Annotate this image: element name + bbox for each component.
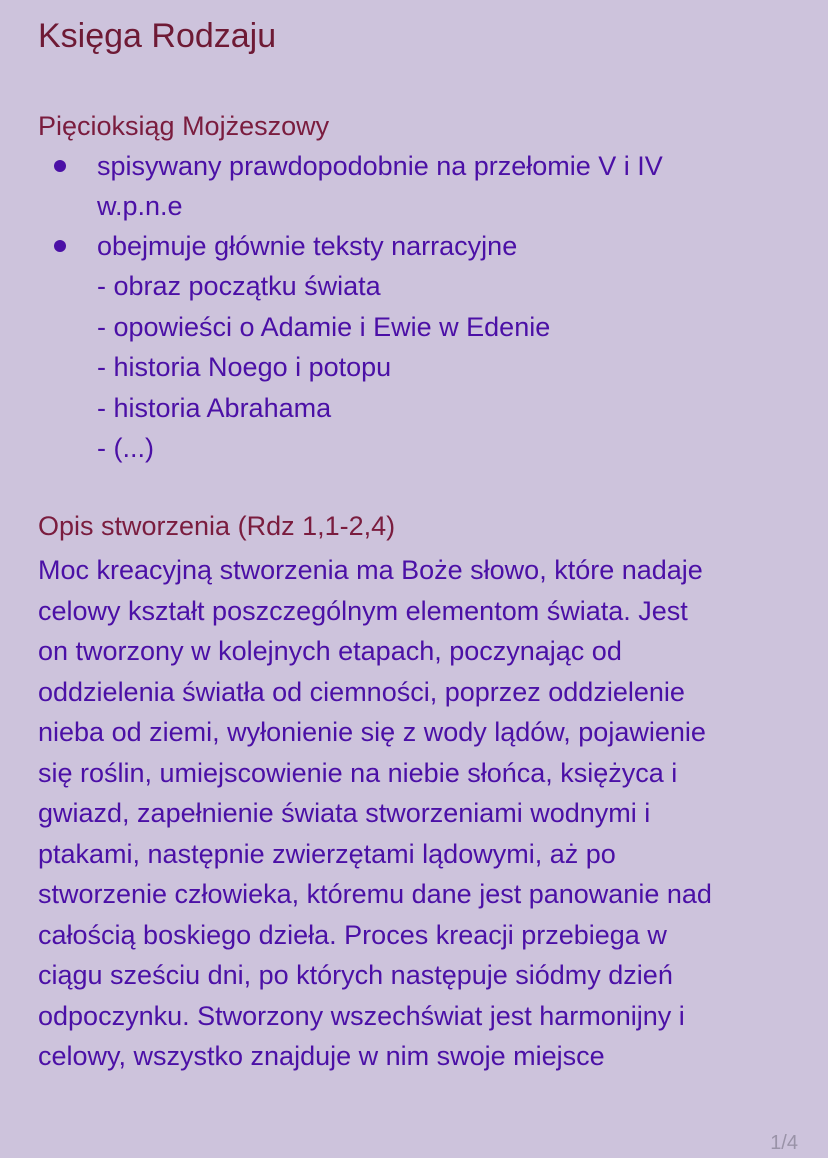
paragraph-line: ciągu sześciu dni, po których następuje siódmy dzień xyxy=(38,960,673,990)
paragraph-line: oddzielenia światła od ciemności, poprzez oddzielenie xyxy=(38,676,685,707)
paragraph-line: stworzenie człowieka, któremu dane jest panowanie nad xyxy=(38,879,712,909)
bullet-icon xyxy=(54,240,66,252)
paragraph-line: Moc kreacyjną stworzenia ma Boże słowo, które nadaje xyxy=(38,555,703,585)
list-item-line: obejmuje głównie teksty narracyjne xyxy=(97,231,518,261)
paragraph-line: celowy kształt poszczególnym elementom świata. Jest xyxy=(38,595,688,626)
sub-list-item: - historia Abrahama xyxy=(97,392,332,423)
paragraph-line: gwiazd, zapełnienie świata stworzeniami wodnymi i xyxy=(38,798,651,828)
sub-list xyxy=(38,266,798,469)
sub-list-item: - obraz początku świata xyxy=(97,271,381,301)
paragraph-line: celowy, wszystko znajduje w nim swoje miejsce xyxy=(38,1041,605,1071)
section-heading-creation: Opis stworzenia (Rdz 1,1-2,4) xyxy=(38,511,396,541)
paragraph-line: on tworzony w kolejnych etapach, poczynając od xyxy=(38,636,622,666)
bullet-icon xyxy=(54,160,66,172)
paragraph-line: ptakami, następnie zwierzętami lądowymi, aż po xyxy=(38,838,616,869)
section-heading-pentateuch: Pięcioksiąg Mojżeszowy xyxy=(38,111,330,141)
list-item xyxy=(38,146,798,226)
document-title: Księga Rodzaju xyxy=(38,17,277,55)
paragraph-line: nieba od ziemi, wyłonienie się z wody lądów, pojawienie xyxy=(38,717,706,747)
list-item-line: w.p.n.e xyxy=(97,191,183,221)
page-indicator: 1/4 xyxy=(770,1132,798,1154)
sub-list-item: - opowieści o Adamie i Ewie w Edenie xyxy=(97,311,551,342)
paragraph-line: odpoczynku. Stworzony wszechświat jest harmonijny i xyxy=(38,1000,685,1031)
sub-list-item: - historia Noego i potopu xyxy=(97,352,392,382)
paragraph-line: się roślin, umiejscowienie na niebie słońca, księżyca i xyxy=(38,757,678,788)
bullet-list xyxy=(38,146,798,469)
list-item-line: spisywany prawdopodobnie na przełomie V i IV xyxy=(97,151,663,181)
body-paragraph xyxy=(38,550,828,1077)
list-item xyxy=(38,226,798,266)
sub-list-item: - (...) xyxy=(97,433,154,463)
paragraph-line: całością boskiego dzieła. Proces kreacji przebiega w xyxy=(38,919,667,950)
